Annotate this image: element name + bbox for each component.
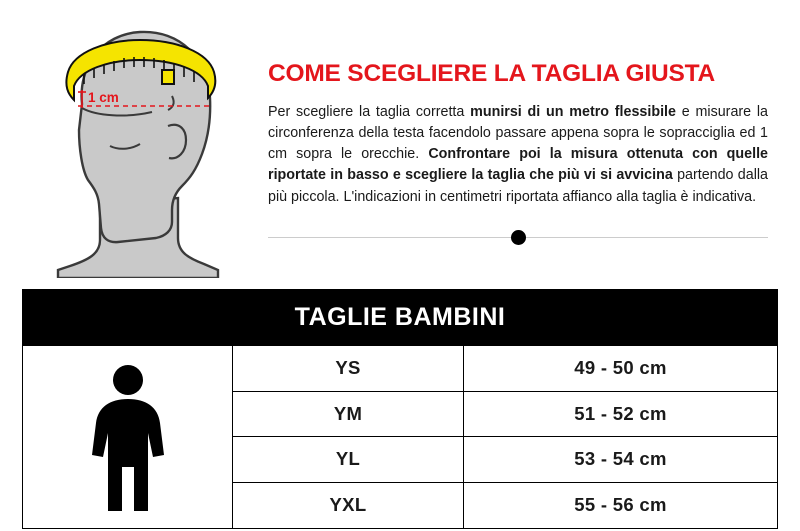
table-row	[233, 392, 777, 438]
child-silhouette-icon	[80, 363, 176, 511]
divider-line-right	[526, 237, 769, 238]
table-row	[233, 483, 777, 529]
head-with-measuring-tape-icon	[22, 8, 254, 278]
size-label: YXL	[233, 483, 464, 529]
size-measure: 55 - 56 cm	[574, 494, 667, 516]
size-measure: 51 - 52 cm	[574, 402, 667, 424]
table-body	[23, 346, 777, 528]
divider-dot	[511, 230, 526, 245]
intro-block	[254, 8, 778, 282]
size-rows	[233, 346, 777, 528]
tape-label: 1 cm	[88, 90, 119, 105]
table-header-title: TAGLIE BAMBINI	[23, 290, 777, 346]
size-measure: 49 - 50 cm	[574, 357, 667, 379]
size-label: YL	[233, 437, 464, 482]
intro-paragraph: Per scegliere la taglia corretta munirsi di un metro flessibile e misurare la circonferenza della testa facendolo passare appena sopra le sopracciglia ed 1 cm sopra le orecchie. Confrontare poi la misura ottenuta con quelle riportate in basso e scegliere la taglia che più vi si avvicina partendo dalla più piccola. L'indicazioni in centimetri riportata affianco alla taglia è indicativa.	[268, 104, 769, 205]
table-row	[233, 346, 777, 392]
table-row	[233, 437, 777, 483]
child-figure-cell	[23, 346, 233, 528]
divider-line-left	[268, 237, 511, 238]
page-title: COME SCEGLIERE LA TAGLIA GIUSTA	[268, 60, 716, 87]
section-divider	[268, 230, 768, 245]
size-label: YS	[233, 346, 464, 391]
head-measuring-illustration	[22, 8, 254, 282]
size-measure: 53 - 54 cm	[574, 448, 667, 470]
size-label: YM	[233, 392, 464, 437]
size-table	[22, 289, 778, 529]
